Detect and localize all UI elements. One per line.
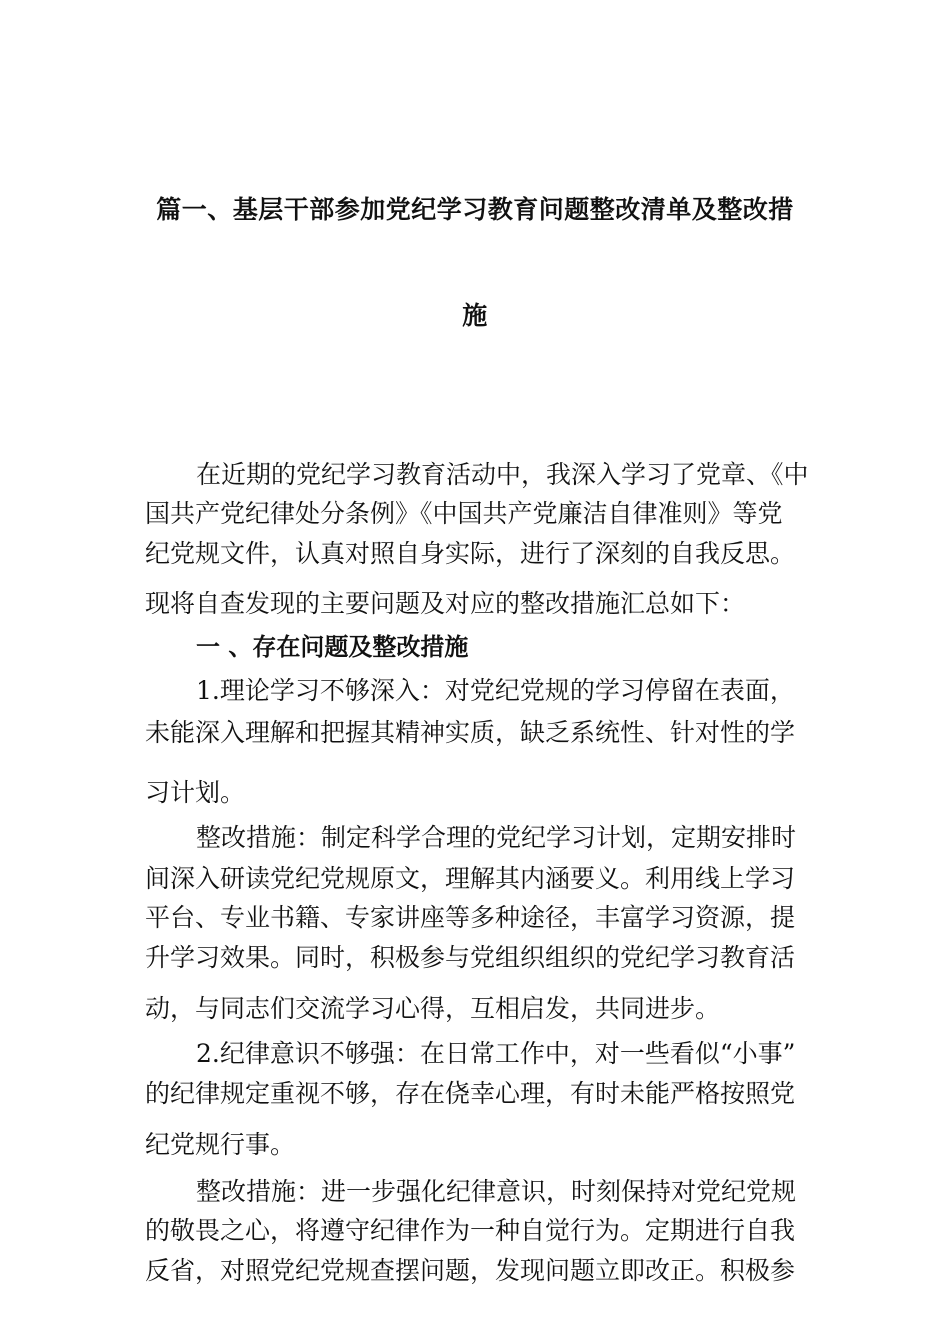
document-title-line-1: 篇一、基层干部参加党纪学习教育问题整改清单及整改措: [156, 195, 794, 224]
intro-line-3: 纪党规文件，认真对照自身实际，进行了深刻的自我反思。: [145, 539, 796, 568]
item1-measures-line-1: 整改措施：制定科学合理的党纪学习计划，定期安排时: [196, 823, 797, 852]
item2-problem-line-3: 纪党规行事。: [145, 1130, 296, 1159]
intro-line-4: 现将自查发现的主要问题及对应的整改措施汇总如下：: [145, 589, 746, 618]
intro-line-1: 在近期的党纪学习教育活动中，我深入学习了党章、《中: [196, 460, 809, 489]
document-title-line-2: 施: [462, 301, 488, 330]
item1-measures-line-4: 升学习效果。同时，积极参与党组织组织的党纪学习教育活: [145, 943, 796, 972]
item1-problem-line-3: 习计划。: [145, 778, 246, 807]
item2-measures-line-2: 的敬畏之心，将遵守纪律作为一种自觉行为。定期进行自我: [145, 1216, 796, 1245]
item2-measures-line-1: 整改措施：进一步强化纪律意识，时刻保持对党纪党规: [196, 1177, 797, 1206]
item1-problem-line-1: 1.理论学习不够深入：对党纪党规的学习停留在表面，: [196, 676, 795, 705]
item1-problem-line-2: 未能深入理解和把握其精神实质，缺乏系统性、针对性的学: [145, 718, 796, 747]
item1-measures-line-3: 平台、专业书籍、专家讲座等多种途径，丰富学习资源，提: [145, 903, 796, 932]
item1-measures-line-5: 动，与同志们交流学习心得，互相启发，共同进步。: [145, 994, 721, 1023]
item1-measures-line-2: 间深入研读党纪党规原文，理解其内涵要义。利用线上学习: [145, 864, 796, 893]
intro-line-2: 国共产党纪律处分条例》《中国共产党廉洁自律准则》等党: [145, 499, 783, 528]
section-heading: 一 、存在问题及整改措施: [196, 633, 469, 661]
item2-problem-line-2: 的纪律规定重视不够，存在侥幸心理，有时未能严格按照党: [145, 1079, 796, 1108]
item2-problem-line-1: 2.纪律意识不够强：在日常工作中，对一些看似“小事”: [196, 1039, 796, 1068]
item2-measures-line-3: 反省，对照党纪党规查摆问题，发现问题立即改正。积极参: [145, 1256, 796, 1285]
